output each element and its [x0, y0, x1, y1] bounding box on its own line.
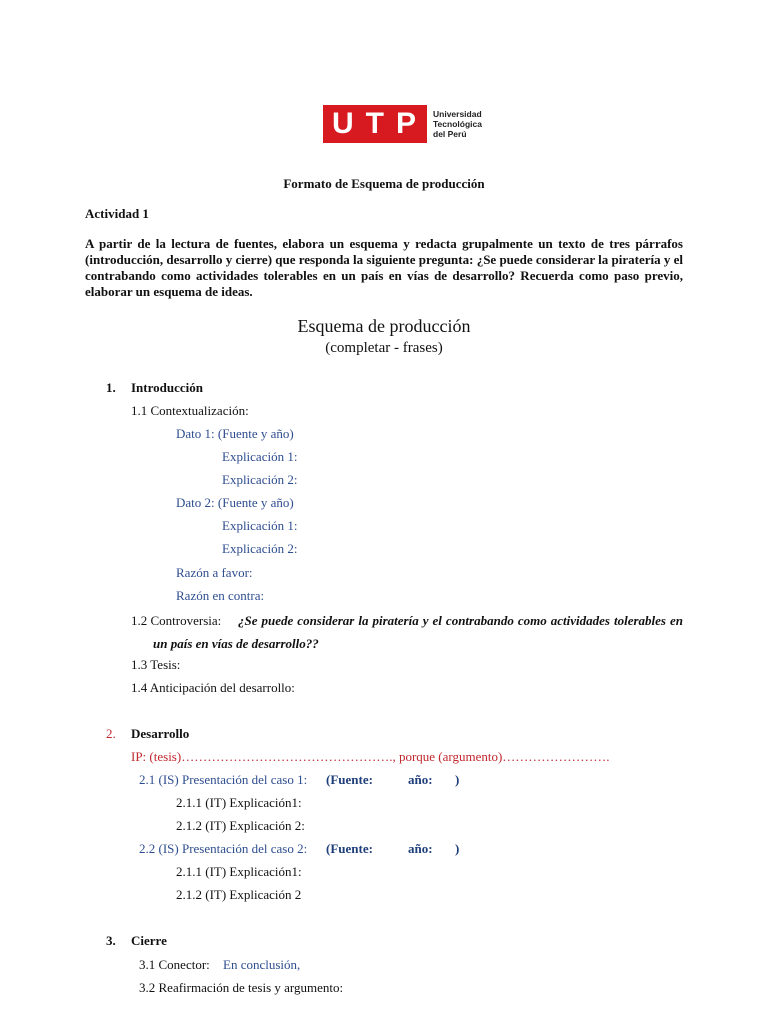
section-3-number: 3.	[106, 933, 116, 948]
logo-letter-p: P	[395, 107, 418, 140]
conector-label: 3.1 Conector:	[139, 957, 210, 972]
activity-label: Actividad 1	[85, 206, 149, 221]
case-2-anio: año:	[408, 841, 433, 856]
case-1-explicacion-2: 2.1.2 (IT) Explicación 2:	[176, 818, 305, 833]
case-2-explicacion-1: 2.1.1 (IT) Explicación1:	[176, 864, 302, 879]
case-2-label: 2.2 (IS) Presentación del caso 2:	[139, 841, 308, 856]
dato-1: Dato 1: (Fuente y año)	[176, 426, 294, 441]
case-2-close: )	[455, 841, 460, 856]
explicacion-1b: Explicación 1:	[222, 518, 298, 533]
explicacion-2a: Explicación 2:	[222, 472, 298, 487]
controversy-question	[153, 609, 683, 655]
anticipation-label: 1.4 Anticipación del desarrollo:	[131, 680, 295, 695]
logo-wordmark	[433, 109, 482, 139]
section-2-heading: Desarrollo	[131, 726, 190, 741]
utp-logo	[323, 105, 482, 143]
section-1-number: 1.	[106, 380, 116, 395]
dato-2: Dato 2: (Fuente y año)	[176, 495, 294, 510]
explicacion-2b: Explicación 2:	[222, 541, 298, 556]
razon-favor: Razón a favor:	[176, 565, 253, 580]
case-1-fuente: (Fuente:	[326, 772, 373, 787]
case-2-explicacion-2: 2.1.2 (IT) Explicación 2	[176, 887, 302, 902]
document-title: Formato de Esquema de producción	[283, 176, 485, 191]
case-1-close: )	[455, 772, 460, 787]
conector-value-text: En conclusión,	[223, 957, 301, 972]
ip-line: IP: (tesis)…………………………………………., porque (argumento)…………………….	[131, 749, 610, 764]
section-2-number: 2.	[106, 726, 116, 741]
activity-prompt: A partir de la lectura de fuentes, elabora un esquema y redacta grupalmente un texto de tres párrafos (introducción, desarrollo y cierre) que responda la siguiente pregunta: ¿Se puede considerar la piratería y el contrabando como actividades tolerables en un país en vías de desarrollo? Recuerda como paso previo, elaborar un esquema de ideas.	[85, 236, 683, 299]
case-1-explicacion-1: 2.1.1 (IT) Explicación1:	[176, 795, 302, 810]
logo-line-1: Universidad	[433, 109, 482, 119]
logo-line-3: del Perú	[433, 129, 467, 139]
logo-line-2: Tecnológica	[433, 119, 482, 129]
case-2-fuente: (Fuente:	[326, 841, 373, 856]
case-1-label: 2.1 (IS) Presentación del caso 1:	[139, 772, 308, 787]
logo-letter-t: T	[365, 107, 386, 140]
logo-letter-u: U	[331, 107, 356, 140]
section-1-heading: Introducción	[131, 380, 203, 395]
explicacion-1a: Explicación 1:	[222, 449, 298, 464]
conector-value	[223, 957, 300, 973]
schema-title: Esquema de producción	[297, 316, 471, 336]
reafirmacion-label: 3.2 Reafirmación de tesis y argumento:	[139, 980, 344, 995]
logo-mark	[323, 105, 427, 143]
razon-contra: Razón en contra:	[176, 588, 265, 603]
section-3-heading: Cierre	[131, 933, 167, 948]
tesis-label: 1.3 Tesis:	[131, 657, 181, 672]
schema-subtitle: (completar - frases)	[325, 340, 443, 356]
controversy-label: 1.2 Controversia:	[131, 613, 222, 628]
case-1-anio: año:	[408, 772, 433, 787]
contextualization-label: 1.1 Contextualización:	[131, 403, 249, 418]
controversy-question-text: ¿Se puede considerar la piratería y el contrabando como actividades tolerables en un país en vías de desarrollo??	[153, 613, 683, 651]
